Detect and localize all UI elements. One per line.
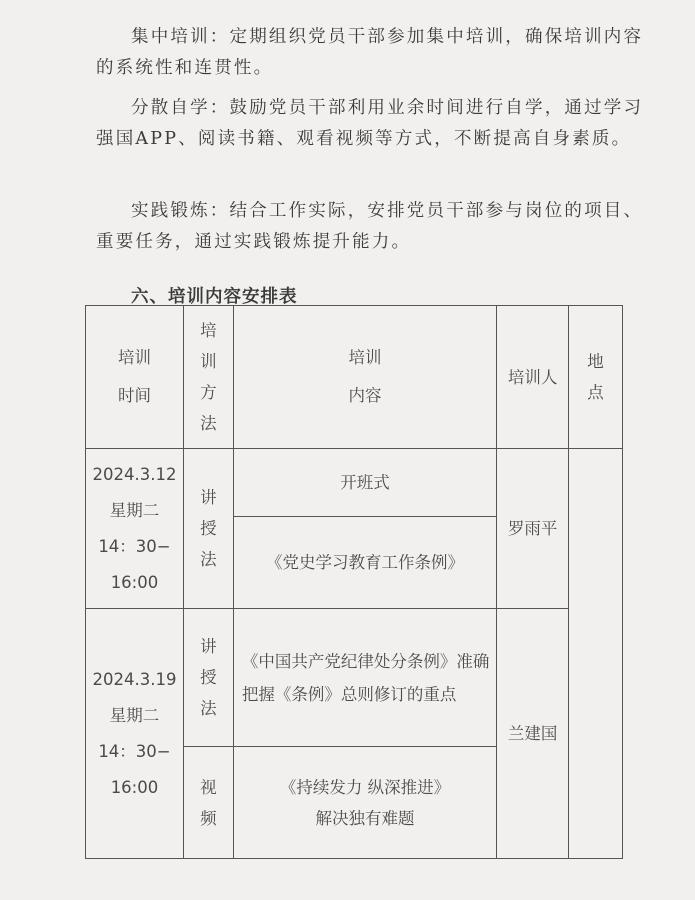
header-time: 培训时间 [86, 306, 184, 449]
table-row [86, 609, 623, 747]
table-row [86, 449, 623, 517]
session1-trainer: 罗雨平 [497, 449, 569, 609]
table-header-row [86, 306, 623, 449]
training-schedule-table [85, 305, 623, 859]
session2-content-1: 《中国共产党纪律处分条例》准确把握《条例》总则修订的重点 [233, 609, 496, 747]
session1-time: 2024.3.12 星期二 14：30− 16:00 [86, 449, 184, 609]
section-heading: 六、培训内容安排表 [131, 287, 298, 307]
session1-content-1: 开班式 [233, 449, 496, 517]
session2-trainer: 兰建国 [497, 609, 569, 859]
location-cell [569, 449, 623, 859]
paragraph-practice: 实践锻炼：结合工作实际，安排党员干部参与岗位的项目、重要任务，通过实践锻炼提升能力。 [96, 201, 644, 252]
header-content: 培训内容 [233, 306, 496, 449]
header-method: 培训方法 [183, 306, 233, 449]
paragraph-self-study: 分散自学：鼓励党员干部利用业余时间进行自学，通过学习强国APP、阅读书籍、观看视频等方式，不断提高自身素质。 [96, 98, 644, 149]
session1-content-2: 《党史学习教育工作条例》 [233, 517, 496, 609]
session2-time: 2024.3.19 星期二 14：30− 16:00 [86, 609, 184, 859]
paragraph-centralized-training: 集中培训：定期组织党员干部参加集中培训，确保培训内容的系统性和连贯性。 [96, 27, 644, 78]
header-location: 地点 [569, 306, 623, 449]
session2-method-2: 视频 [183, 747, 233, 859]
session2-content-2: 《持续发力 纵深推进》 解决独有难题 [233, 747, 496, 859]
session2-method-1: 讲授法 [183, 609, 233, 747]
session1-method: 讲授法 [183, 449, 233, 609]
header-trainer: 培训人 [497, 306, 569, 449]
